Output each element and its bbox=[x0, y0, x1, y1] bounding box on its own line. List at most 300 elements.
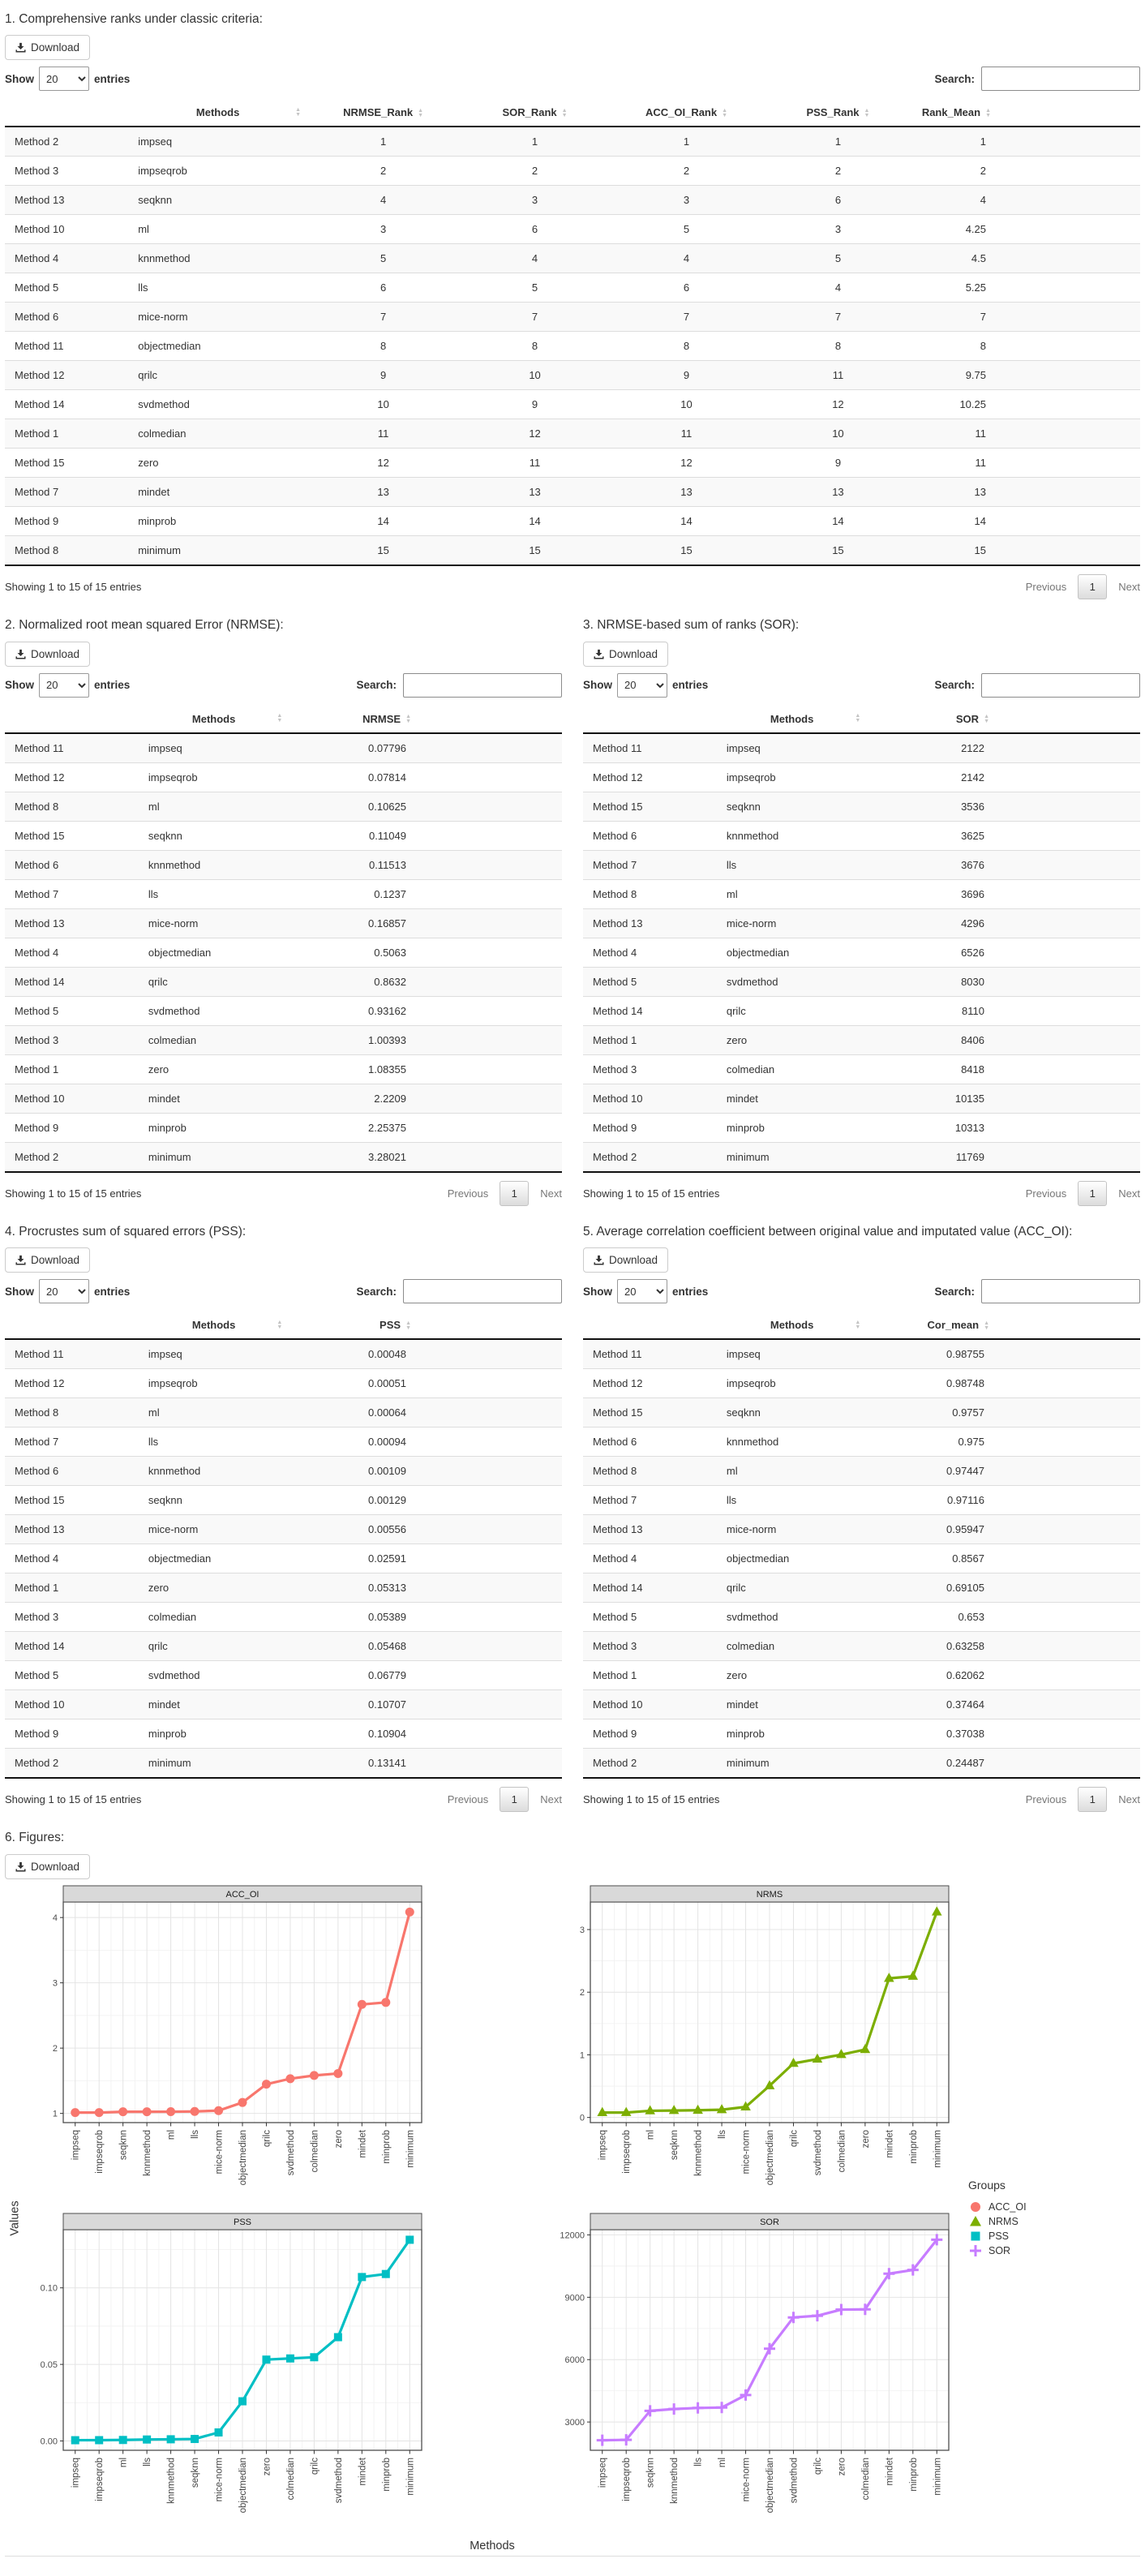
table-cell: Method 9 bbox=[5, 1113, 139, 1142]
page-length-select[interactable] bbox=[617, 673, 667, 698]
page-length-control: Show 20 entries bbox=[583, 673, 708, 698]
table-row bbox=[583, 1544, 1140, 1574]
table-cell: Method 2 bbox=[583, 1142, 717, 1172]
x-axis-label: Methods bbox=[470, 2539, 515, 2552]
table-row bbox=[583, 1054, 1140, 1084]
svg-text:3: 3 bbox=[579, 1925, 585, 1935]
table-row bbox=[5, 1113, 562, 1142]
column-header[interactable]: SOR ▲ ▼ bbox=[867, 706, 1140, 733]
page-number-button[interactable]: 1 bbox=[500, 1787, 529, 1812]
table-row bbox=[5, 273, 1140, 303]
table-cell: 0.00048 bbox=[289, 1339, 562, 1369]
table-row bbox=[5, 1142, 562, 1172]
table-cell: 0.63258 bbox=[867, 1632, 1140, 1661]
page-length-select[interactable] bbox=[39, 1279, 89, 1303]
page-number-button[interactable]: 1 bbox=[500, 1181, 529, 1206]
table-row bbox=[5, 1632, 562, 1661]
legend-item bbox=[968, 2229, 1072, 2243]
section-title: 3. NRMSE-based sum of ranks (SOR): bbox=[583, 618, 800, 633]
svg-text:3000: 3000 bbox=[564, 2417, 585, 2428]
download-icon bbox=[15, 42, 26, 53]
legend-label: SOR bbox=[988, 2244, 1011, 2256]
table-row bbox=[583, 733, 1140, 763]
sort-icon[interactable]: ▲ ▼ bbox=[855, 713, 861, 724]
table-cell: Method 15 bbox=[5, 1486, 139, 1515]
sort-icon[interactable]: ▲ ▼ bbox=[277, 1319, 283, 1330]
column-header[interactable]: PSS_Rank ▲ ▼ bbox=[762, 99, 914, 127]
search-input[interactable] bbox=[981, 1279, 1140, 1303]
table-cell: Method 13 bbox=[5, 186, 128, 215]
download-button[interactable]: Download bbox=[583, 1247, 668, 1273]
table-cell: Method 14 bbox=[583, 1574, 717, 1603]
column-header[interactable]: Methods ▲ ▼ bbox=[139, 1312, 289, 1339]
table-cell: Method 12 bbox=[5, 762, 139, 792]
table-row bbox=[5, 1661, 562, 1690]
table-row bbox=[5, 821, 562, 850]
pagination bbox=[1026, 1181, 1140, 1206]
table-row bbox=[583, 1025, 1140, 1054]
table-cell: 0.05389 bbox=[289, 1603, 562, 1632]
sort-icon[interactable]: ▲ ▼ bbox=[864, 107, 870, 118]
table-cell: knnmethod bbox=[717, 821, 867, 850]
sor-table bbox=[583, 706, 1140, 1173]
table-cell: 0.11049 bbox=[289, 821, 562, 850]
legend-label: ACC_OI bbox=[988, 2200, 1027, 2213]
sort-icon[interactable]: ▲ ▼ bbox=[722, 107, 728, 118]
table-cell: Method 10 bbox=[5, 1084, 139, 1113]
svg-text:qrilc: qrilc bbox=[262, 2129, 272, 2147]
page-length-select[interactable] bbox=[617, 1279, 667, 1303]
table-cell: 0.1237 bbox=[289, 879, 562, 908]
svg-text:svdmethod: svdmethod bbox=[333, 2457, 344, 2503]
pagination bbox=[1026, 574, 1140, 599]
table-cell: 7 bbox=[459, 303, 611, 332]
table-cell: qrilc bbox=[128, 361, 307, 390]
rowname-column-header bbox=[583, 706, 717, 733]
table-cell: minimum bbox=[139, 1142, 289, 1172]
column-header[interactable]: ACC_OI_Rank ▲ ▼ bbox=[611, 99, 762, 127]
table-cell: 0.05468 bbox=[289, 1632, 562, 1661]
legend bbox=[958, 1884, 1072, 2552]
next-page-button[interactable]: Next bbox=[540, 1793, 562, 1806]
svg-text:1: 1 bbox=[579, 2050, 585, 2060]
svg-text:mindet: mindet bbox=[885, 2129, 895, 2158]
sort-icon[interactable]: ▲ ▼ bbox=[405, 714, 411, 725]
search-input[interactable] bbox=[981, 67, 1140, 91]
section-acc-oi bbox=[583, 1217, 1140, 1812]
sort-icon[interactable]: ▲ ▼ bbox=[984, 714, 989, 725]
table-cell: Method 6 bbox=[5, 303, 128, 332]
table-cell: Method 6 bbox=[5, 1457, 139, 1486]
table-row bbox=[583, 1113, 1140, 1142]
plus-legend-icon bbox=[968, 2243, 983, 2258]
table-cell: 1 bbox=[914, 127, 1140, 157]
table-cell: 10 bbox=[459, 361, 611, 390]
table-row bbox=[583, 908, 1140, 938]
table-cell: 0.00064 bbox=[289, 1398, 562, 1428]
svg-text:mice-norm: mice-norm bbox=[214, 2129, 225, 2174]
legend-label: NRMS bbox=[988, 2215, 1018, 2227]
table-cell: Method 14 bbox=[5, 967, 139, 996]
svg-text:mindet: mindet bbox=[885, 2457, 895, 2486]
svg-text:svdmethod: svdmethod bbox=[813, 2129, 823, 2175]
column-header[interactable]: Rank_Mean ▲ ▼ bbox=[914, 99, 1140, 127]
table-cell: impseq bbox=[717, 1339, 867, 1369]
table-cell: Method 12 bbox=[583, 1369, 717, 1398]
table-cell: objectmedian bbox=[139, 1544, 289, 1574]
table-cell: Method 11 bbox=[583, 1339, 717, 1369]
page-length-control: Show 20 entries bbox=[583, 1279, 708, 1303]
table-row bbox=[583, 938, 1140, 967]
table-info: Showing 1 to 15 of 15 entries bbox=[583, 1793, 720, 1806]
sort-icon[interactable]: ▲ ▼ bbox=[561, 107, 568, 118]
table-cell: 13 bbox=[307, 478, 459, 507]
table-cell: seqknn bbox=[139, 821, 289, 850]
table-cell: knnmethod bbox=[717, 1428, 867, 1457]
search-input[interactable] bbox=[981, 673, 1140, 698]
table-cell: 1 bbox=[459, 127, 611, 157]
next-page-button[interactable]: Next bbox=[540, 1187, 562, 1200]
svg-text:0.00: 0.00 bbox=[40, 2436, 58, 2446]
table-cell: Method 3 bbox=[583, 1632, 717, 1661]
page-length-select[interactable] bbox=[39, 67, 89, 91]
download-button[interactable]: Download bbox=[5, 1854, 90, 1879]
search-label: Search: bbox=[934, 1285, 975, 1298]
table-cell: Method 8 bbox=[5, 1398, 139, 1428]
table-cell: 0.8632 bbox=[289, 967, 562, 996]
table-cell: 1.08355 bbox=[289, 1054, 562, 1084]
svg-text:lls: lls bbox=[191, 2129, 201, 2139]
table-cell: ml bbox=[128, 215, 307, 244]
sort-icon[interactable]: ▲ ▼ bbox=[984, 1320, 989, 1331]
table-cell: Method 7 bbox=[583, 1486, 717, 1515]
svg-text:zero: zero bbox=[262, 2457, 272, 2475]
table-row bbox=[583, 879, 1140, 908]
table-cell: minimum bbox=[717, 1142, 867, 1172]
table-cell: objectmedian bbox=[139, 938, 289, 967]
table-cell: 12 bbox=[459, 419, 611, 449]
table-cell: Method 7 bbox=[5, 478, 128, 507]
search-input[interactable] bbox=[403, 673, 562, 698]
table-row bbox=[583, 1603, 1140, 1632]
previous-page-button[interactable]: Previous bbox=[447, 1793, 489, 1806]
page-number-button[interactable]: 1 bbox=[1078, 1787, 1107, 1812]
svg-text:knnmethod: knnmethod bbox=[143, 2129, 153, 2176]
page-number-button[interactable]: 1 bbox=[1078, 574, 1107, 599]
table-cell: 15 bbox=[307, 536, 459, 566]
table-cell: Method 3 bbox=[583, 1054, 717, 1084]
table-cell: 0.00094 bbox=[289, 1428, 562, 1457]
table-cell: Method 6 bbox=[583, 1428, 717, 1457]
table-cell: 8418 bbox=[867, 1054, 1140, 1084]
table-cell: 7 bbox=[611, 303, 762, 332]
table-cell: 3 bbox=[459, 186, 611, 215]
page-number-button[interactable]: 1 bbox=[1078, 1181, 1107, 1206]
sort-icon[interactable]: ▲ ▼ bbox=[855, 1319, 861, 1330]
rowname-column-header bbox=[5, 706, 139, 733]
section-sor bbox=[583, 611, 1140, 1205]
table-cell: Method 15 bbox=[583, 1398, 717, 1428]
svg-text:seqknn: seqknn bbox=[670, 2129, 680, 2160]
sort-icon[interactable]: ▲ ▼ bbox=[277, 713, 283, 724]
table-cell: 0.10904 bbox=[289, 1719, 562, 1749]
table-cell: svdmethod bbox=[717, 1603, 867, 1632]
table-cell: 2 bbox=[307, 157, 459, 186]
column-header[interactable]: SOR_Rank ▲ ▼ bbox=[459, 99, 611, 127]
svg-text:impseqrob: impseqrob bbox=[95, 2129, 105, 2174]
svg-text:svdmethod: svdmethod bbox=[789, 2457, 800, 2503]
table-cell: Method 8 bbox=[5, 536, 128, 566]
table-cell: 6 bbox=[459, 215, 611, 244]
table-cell: 10 bbox=[762, 419, 914, 449]
download-button[interactable]: Download bbox=[5, 1247, 90, 1273]
next-page-button[interactable]: Next bbox=[1118, 1793, 1140, 1806]
svg-text:zero: zero bbox=[860, 2129, 871, 2148]
table-cell: Method 7 bbox=[583, 850, 717, 879]
table-row bbox=[583, 1749, 1140, 1779]
table-cell: 0.10707 bbox=[289, 1690, 562, 1719]
acc-oi-table bbox=[583, 1312, 1140, 1779]
table-cell: zero bbox=[139, 1574, 289, 1603]
svg-text:seqknn: seqknn bbox=[645, 2457, 656, 2488]
table-cell: 11 bbox=[762, 361, 914, 390]
column-header[interactable]: Methods ▲ ▼ bbox=[128, 99, 307, 127]
table-cell: 6526 bbox=[867, 938, 1140, 967]
table-cell: Method 9 bbox=[5, 507, 128, 536]
table-cell: Method 9 bbox=[583, 1113, 717, 1142]
section-title: 6. Figures: bbox=[5, 1831, 65, 1845]
svg-text:2: 2 bbox=[52, 2043, 58, 2054]
table-cell: zero bbox=[717, 1661, 867, 1690]
table-cell: 14 bbox=[459, 507, 611, 536]
table-cell: 11769 bbox=[867, 1142, 1140, 1172]
table-cell: Method 3 bbox=[5, 1603, 139, 1632]
table-cell: 8 bbox=[611, 332, 762, 361]
table-cell: 10.25 bbox=[914, 390, 1140, 419]
table-cell: Method 14 bbox=[5, 390, 128, 419]
nrmse-table bbox=[5, 706, 562, 1173]
table-cell: mindet bbox=[128, 478, 307, 507]
table-row bbox=[5, 215, 1140, 244]
table-cell: 0.975 bbox=[867, 1428, 1140, 1457]
table-cell: 4.5 bbox=[914, 244, 1140, 273]
table-cell: mice-norm bbox=[139, 1515, 289, 1544]
section-figures bbox=[5, 1830, 1140, 2556]
search-input[interactable] bbox=[403, 1279, 562, 1303]
previous-page-button[interactable]: Previous bbox=[1025, 581, 1067, 594]
table-row bbox=[5, 879, 562, 908]
svg-text:colmedian: colmedian bbox=[310, 2129, 320, 2172]
table-cell: 14 bbox=[762, 507, 914, 536]
sort-icon[interactable]: ▲ ▼ bbox=[985, 107, 991, 118]
svg-text:impseq: impseq bbox=[598, 2129, 608, 2160]
column-header[interactable]: NRMSE_Rank ▲ ▼ bbox=[307, 99, 459, 127]
rowname-column-header bbox=[5, 99, 128, 127]
table-cell: 9 bbox=[307, 361, 459, 390]
table-cell: 6 bbox=[762, 186, 914, 215]
svg-text:impseq: impseq bbox=[71, 2129, 81, 2160]
table-cell: 5 bbox=[762, 244, 914, 273]
table-row bbox=[5, 762, 562, 792]
table-cell: mindet bbox=[139, 1690, 289, 1719]
table-cell: zero bbox=[128, 449, 307, 478]
table-cell: 0.00051 bbox=[289, 1369, 562, 1398]
svg-text:PSS: PSS bbox=[233, 2217, 252, 2227]
table-info: Showing 1 to 15 of 15 entries bbox=[583, 1187, 720, 1200]
legend-item bbox=[968, 2214, 1072, 2229]
column-header[interactable]: Methods ▲ ▼ bbox=[139, 706, 289, 733]
table-cell: Method 4 bbox=[5, 938, 139, 967]
table-cell: 10313 bbox=[867, 1113, 1140, 1142]
svg-text:3: 3 bbox=[52, 1978, 58, 1989]
table-cell: 0.8567 bbox=[867, 1544, 1140, 1574]
table-row bbox=[583, 996, 1140, 1025]
download-icon bbox=[594, 1255, 604, 1265]
table-row bbox=[5, 733, 562, 763]
table-row bbox=[5, 361, 1140, 390]
table-cell: 1 bbox=[307, 127, 459, 157]
download-button[interactable]: Download bbox=[5, 642, 90, 667]
svg-text:lls: lls bbox=[718, 2129, 728, 2139]
svg-text:lls: lls bbox=[693, 2457, 704, 2467]
table-info: Showing 1 to 15 of 15 entries bbox=[5, 581, 142, 594]
column-header[interactable]: NRMSE ▲ ▼ bbox=[289, 706, 562, 733]
download-button[interactable]: Download bbox=[5, 35, 90, 60]
table-cell: lls bbox=[139, 1428, 289, 1457]
legend-label: PSS bbox=[988, 2230, 1010, 2242]
svg-text:mice-norm: mice-norm bbox=[741, 2457, 752, 2501]
pss-table bbox=[5, 1312, 562, 1779]
previous-page-button[interactable]: Previous bbox=[447, 1187, 489, 1200]
svg-text:mindet: mindet bbox=[358, 2129, 368, 2158]
table-row bbox=[583, 1661, 1140, 1690]
download-icon bbox=[15, 649, 26, 659]
sort-icon[interactable]: ▲ ▼ bbox=[405, 1320, 411, 1331]
table-cell: Method 12 bbox=[5, 1369, 139, 1398]
column-header[interactable]: PSS ▲ ▼ bbox=[289, 1312, 562, 1339]
svg-text:0.10: 0.10 bbox=[40, 2283, 58, 2294]
table-row bbox=[5, 186, 1140, 215]
page-length-control: Show 20 entries bbox=[5, 1279, 130, 1303]
search-label: Search: bbox=[934, 679, 975, 692]
table-cell: knnmethod bbox=[128, 244, 307, 273]
table-cell: Method 3 bbox=[5, 1025, 139, 1054]
table-cell: colmedian bbox=[139, 1603, 289, 1632]
table-cell: Method 1 bbox=[583, 1025, 717, 1054]
svg-text:colmedian: colmedian bbox=[285, 2457, 296, 2500]
table-cell: 6 bbox=[611, 273, 762, 303]
table-row bbox=[583, 792, 1140, 821]
table-cell: Method 14 bbox=[5, 1632, 139, 1661]
next-page-button[interactable]: Next bbox=[1118, 581, 1140, 594]
column-header[interactable]: Cor_mean ▲ ▼ bbox=[867, 1312, 1140, 1339]
table-cell: 2142 bbox=[867, 762, 1140, 792]
svg-text:12000: 12000 bbox=[560, 2230, 585, 2240]
svg-text:zero: zero bbox=[333, 2129, 344, 2148]
next-page-button[interactable]: Next bbox=[1118, 1187, 1140, 1200]
table-row bbox=[5, 390, 1140, 419]
table-cell: minprob bbox=[139, 1719, 289, 1749]
table-cell: 10 bbox=[611, 390, 762, 419]
table-cell: 11 bbox=[914, 449, 1140, 478]
section-title: 2. Normalized root mean squared Error (NRMSE): bbox=[5, 618, 284, 633]
sort-icon[interactable]: ▲ ▼ bbox=[418, 107, 424, 118]
table-cell: 15 bbox=[459, 536, 611, 566]
table-cell: 14 bbox=[307, 507, 459, 536]
table-cell: 15 bbox=[611, 536, 762, 566]
svg-text:minimum: minimum bbox=[933, 2129, 943, 2168]
download-icon bbox=[15, 1255, 26, 1265]
download-button[interactable]: Download bbox=[583, 642, 668, 667]
column-header[interactable]: Methods ▲ ▼ bbox=[717, 706, 867, 733]
table-cell: impseqrob bbox=[717, 762, 867, 792]
svg-text:knnmethod: knnmethod bbox=[166, 2457, 177, 2504]
table-cell: 0.98755 bbox=[867, 1339, 1140, 1369]
table-row bbox=[583, 1515, 1140, 1544]
table-cell: 2.2209 bbox=[289, 1084, 562, 1113]
svg-text:lls: lls bbox=[143, 2457, 153, 2467]
table-cell: knnmethod bbox=[139, 1457, 289, 1486]
svg-text:svdmethod: svdmethod bbox=[285, 2129, 296, 2175]
previous-page-button[interactable]: Previous bbox=[1025, 1793, 1067, 1806]
table-cell: Method 4 bbox=[5, 1544, 139, 1574]
table-cell: qrilc bbox=[717, 1574, 867, 1603]
table-cell: 12 bbox=[611, 449, 762, 478]
svg-text:objectmedian: objectmedian bbox=[238, 2129, 248, 2185]
table-row bbox=[5, 1749, 562, 1779]
table-row bbox=[5, 1544, 562, 1574]
svg-text:mice-norm: mice-norm bbox=[741, 2129, 752, 2174]
svg-text:seqknn: seqknn bbox=[191, 2457, 201, 2488]
table-cell: 0.16857 bbox=[289, 908, 562, 938]
section-title: 4. Procrustes sum of squared errors (PSS): bbox=[5, 1224, 247, 1239]
table-cell: Method 12 bbox=[583, 762, 717, 792]
table-cell: 11 bbox=[307, 419, 459, 449]
table-cell: 9 bbox=[611, 361, 762, 390]
table-cell: mice-norm bbox=[139, 908, 289, 938]
svg-text:colmedian: colmedian bbox=[860, 2457, 871, 2500]
table-cell: Method 10 bbox=[583, 1084, 717, 1113]
table-cell: Method 5 bbox=[5, 996, 139, 1025]
table-row bbox=[5, 1574, 562, 1603]
table-cell: qrilc bbox=[717, 996, 867, 1025]
table-row bbox=[5, 1428, 562, 1457]
table-cell: 3536 bbox=[867, 792, 1140, 821]
table-cell: impseq bbox=[139, 1339, 289, 1369]
table-cell: Method 5 bbox=[583, 967, 717, 996]
table-row bbox=[5, 1054, 562, 1084]
column-header[interactable]: Methods ▲ ▼ bbox=[717, 1312, 867, 1339]
svg-text:ml: ml bbox=[645, 2129, 656, 2140]
table-cell: Method 9 bbox=[583, 1719, 717, 1749]
page-length-select[interactable] bbox=[39, 673, 89, 698]
table-cell: Method 2 bbox=[5, 1749, 139, 1779]
table-cell: 3 bbox=[307, 215, 459, 244]
table-row bbox=[5, 1369, 562, 1398]
rowname-column-header bbox=[583, 1312, 717, 1339]
svg-text:objectmedian: objectmedian bbox=[765, 2457, 775, 2513]
previous-page-button[interactable]: Previous bbox=[1025, 1187, 1067, 1200]
sort-icon[interactable]: ▲ ▼ bbox=[295, 106, 302, 118]
table-cell: 15 bbox=[914, 536, 1140, 566]
table-cell: Method 11 bbox=[5, 1339, 139, 1369]
table-cell: Method 6 bbox=[5, 850, 139, 879]
table-cell: 3625 bbox=[867, 821, 1140, 850]
table-row bbox=[5, 967, 562, 996]
table-cell: 2 bbox=[611, 157, 762, 186]
svg-text:minprob: minprob bbox=[908, 2129, 919, 2164]
table-cell: 4 bbox=[459, 244, 611, 273]
